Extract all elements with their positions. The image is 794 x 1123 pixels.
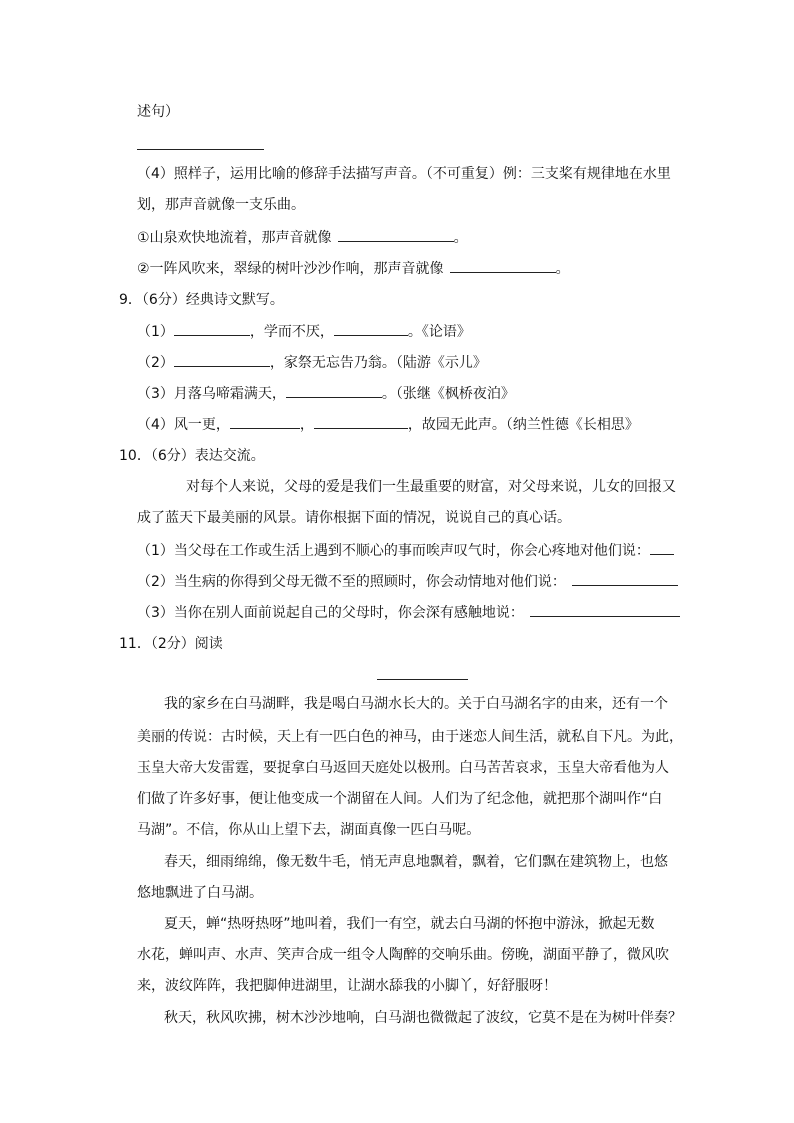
question-prompt: 划，那声音就像一支乐曲。: [137, 197, 305, 213]
answer-blank: [314, 414, 408, 429]
item-text: 。（张继《枫桥夜泊》: [381, 386, 515, 402]
passage-line: 成了蓝天下最美丽的风景。请你根据下面的情况，说说自己的真心话。: [137, 510, 571, 526]
answer-blank: [572, 571, 678, 586]
answer-blank: [338, 227, 454, 242]
fill-item: [137, 258, 570, 279]
item-text: （4）风一更，: [137, 417, 230, 433]
item-text: 。《论语》: [407, 324, 471, 340]
item-text: ，故园无此声。（纳兰性德《长相思》: [407, 417, 639, 433]
item-text: ①山泉欢快地流着，那声音就像: [137, 230, 332, 246]
passage-line: 对每个人来说，父母的爱是我们一生最重要的财富，对父母来说，儿女的回报又: [186, 479, 676, 495]
fill-item: [137, 227, 468, 248]
title-blank: [377, 679, 468, 680]
passage-line: 秋天，秋风吹拂，树木沙沙地响，白马湖也微微起了波纹，它莫不是在为树叶伴奏？: [164, 1010, 682, 1026]
answer-blank: [450, 258, 556, 273]
passage-line: 夏天，蝉“热呀热呀”地叫着，我们一有空，就去白马湖的怀抱中游泳，掀起无数: [164, 916, 655, 932]
fill-item: [137, 383, 515, 404]
passage-line: 玉皇大帝大发雷霆，要捉拿白马返回天庭处以极刑。白马苦苦哀求，玉皇大帝看他为人: [137, 760, 669, 776]
fill-item: [137, 321, 471, 342]
item-text: （3）当你在别人面前说起自己的父母时，你会深有感触地说：: [137, 605, 524, 621]
fill-item: [137, 540, 674, 561]
fill-item: [137, 571, 678, 592]
fill-item: [137, 352, 487, 373]
item-number: （1）: [137, 324, 174, 340]
answer-blank: [230, 414, 300, 429]
fill-item: [137, 414, 639, 435]
item-end: 。: [555, 261, 570, 277]
item-text: （3）月落乌啼霜满天，: [137, 386, 286, 402]
passage-line: 我的家乡在白马湖畔，我是喝白马湖水长大的。关于白马湖名字的由来，还有一个: [164, 696, 668, 712]
answer-blank: [286, 383, 382, 398]
answer-blank: [174, 352, 270, 367]
question-title: 11．（2分）阅读: [119, 636, 223, 652]
fill-item: [137, 602, 680, 623]
item-text: （2）当生病的你得到父母无微不至的照顾时，你会动情地对他们说：: [137, 574, 566, 590]
item-number: （2）: [137, 355, 174, 371]
answer-blank: [334, 321, 408, 336]
passage-line: 美丽的传说：古时候，天上有一匹白色的神马，由于迷恋人间生活，就私自下凡。为此，: [137, 729, 683, 745]
item-text: ，家祭无忘告乃翁。（陆游《示儿》: [269, 355, 487, 371]
item-text: ，: [299, 417, 314, 433]
passage-line: 来，波纹阵阵，我把脚伸进湖里，让湖水舔我的小脚丫，好舒服呀！: [137, 978, 557, 994]
answer-line: [137, 149, 264, 150]
passage-line: 水花，蝉叫声、水声、笑声合成一组令人陶醉的交响乐曲。傍晚，湖面平静了，微风吹: [137, 947, 669, 963]
item-text: ，学而不厌，: [249, 324, 334, 340]
answer-blank: [174, 321, 250, 336]
item-text: ②一阵风吹来，翠绿的树叶沙沙作响，那声音就像: [137, 261, 444, 277]
passage-line: 春天，细雨绵绵，像无数牛毛，悄无声息地飘着，飘着，它们飘在建筑物上，也悠: [164, 854, 668, 870]
passage-line: 马湖”。不信，你从山上望下去，湖面真像一匹白马呢。: [137, 822, 481, 838]
item-end: 。: [453, 230, 468, 246]
answer-blank: [650, 540, 674, 555]
text-line: 述句）: [137, 104, 179, 120]
item-text: （1）当父母在工作或生活上遇到不顺心的事而唉声叹气时，你会心疼地对他们说：: [137, 543, 650, 559]
question-title: 10．（6分）表达交流。: [119, 448, 265, 464]
passage-line: 悠地飘进了白马湖。: [137, 885, 263, 901]
passage-line: 们做了许多好事，便让他变成一个湖留在人间。人们为了纪念他，就把那个湖叫作“白: [137, 791, 663, 807]
question-title: 9．（6分）经典诗文默写。: [119, 292, 284, 308]
question-prompt: （4）照样子，运用比喻的修辞手法描写声音。（不可重复）例：三支桨有规律地在水里: [137, 166, 671, 182]
answer-blank: [530, 602, 680, 617]
